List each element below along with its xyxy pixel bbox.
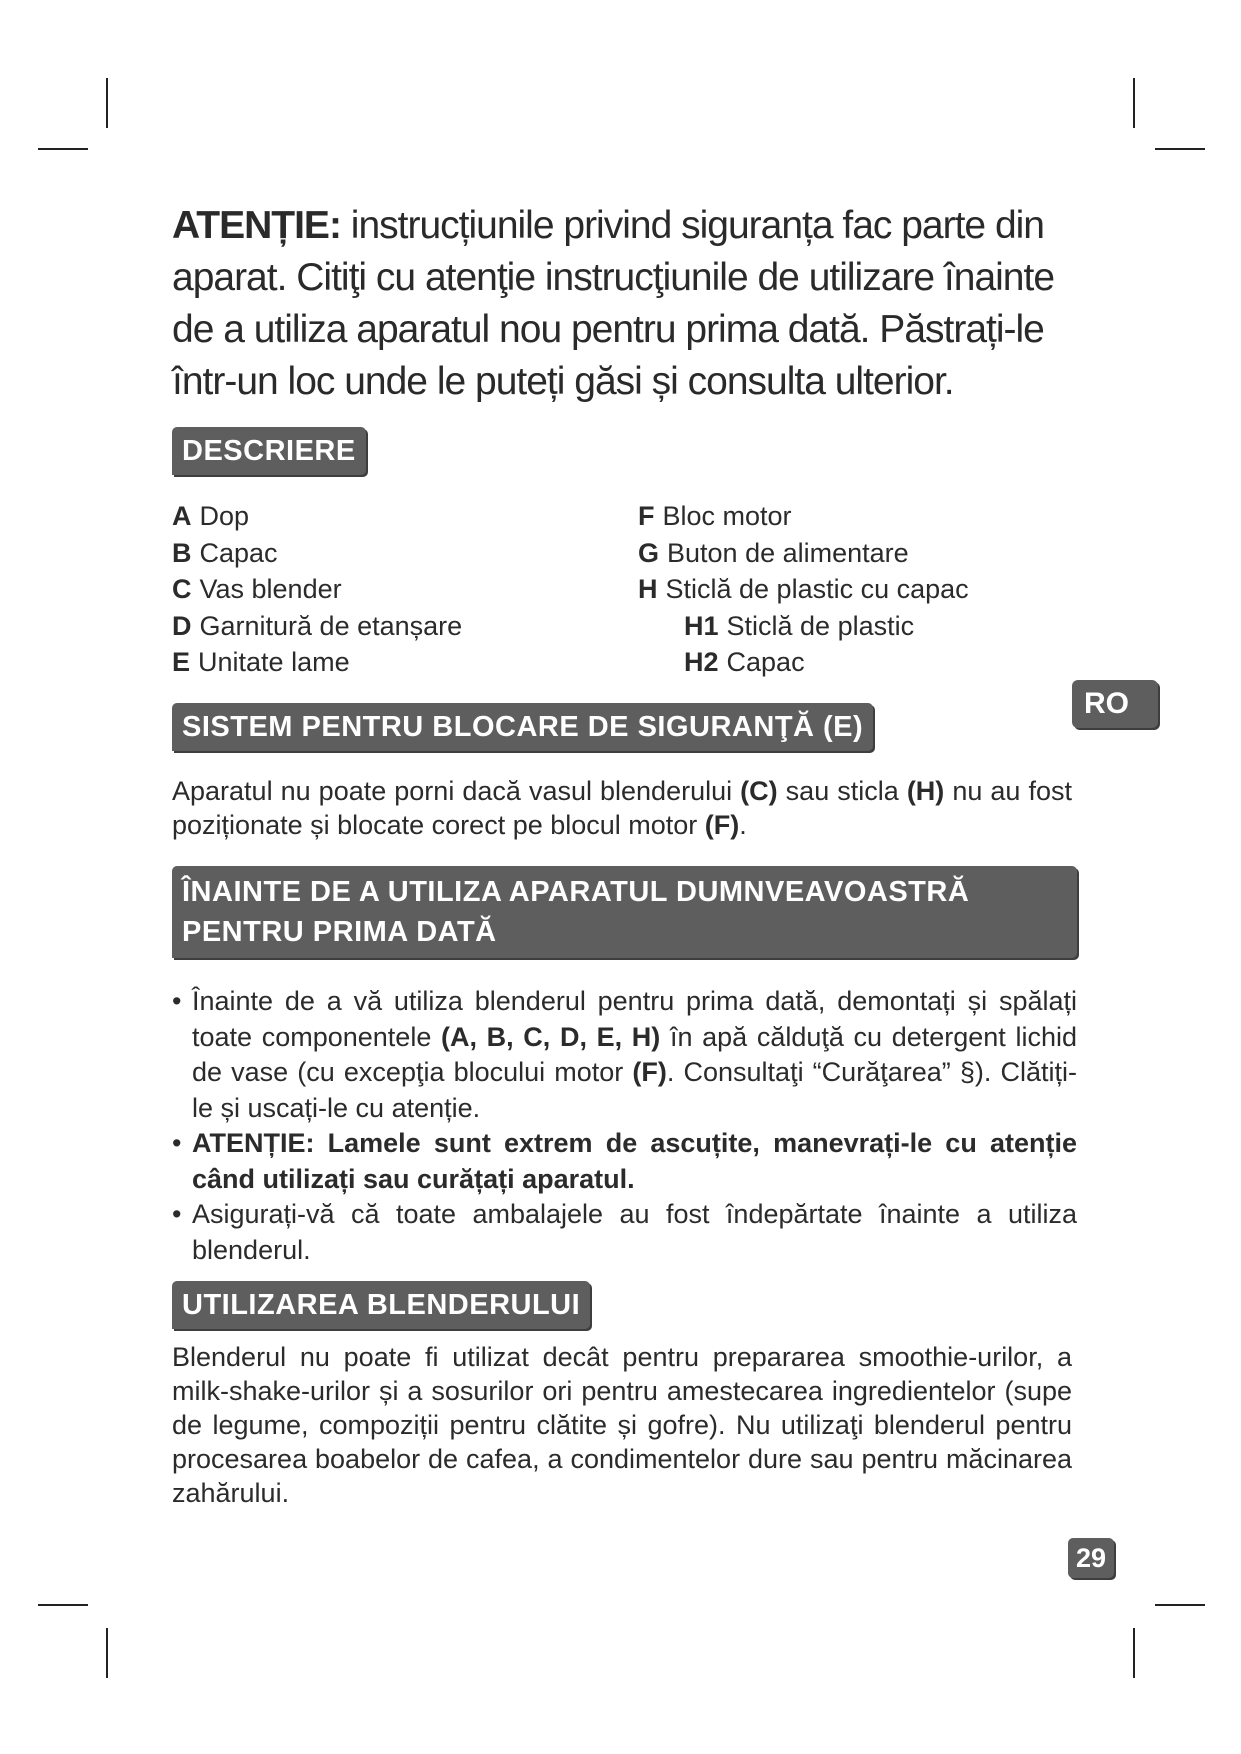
list-item: F Bloc motor <box>638 501 792 531</box>
bullet-icon: • <box>172 1128 182 1158</box>
list-item: D Garnitură de etanșare <box>172 610 463 641</box>
crop-mark <box>38 148 88 150</box>
list-item: H1 Sticlă de plastic <box>684 610 915 641</box>
first-use-heading <box>172 866 1077 958</box>
crop-mark <box>106 1628 108 1678</box>
description-list-left <box>172 498 462 681</box>
first-use-heading-line1: ÎNAINTE DE A UTILIZA APARATUL DUMNVEAVOASTRĂ <box>182 876 970 908</box>
crop-mark <box>1133 78 1135 128</box>
safety-lock-text: Aparatul nu poate porni dacă vasul blenderului (C) sau sticla (H) nu au fost poziționate și blocate corect pe blocul motor (F). <box>172 776 1072 840</box>
list-item: H2 Capac <box>684 647 805 677</box>
usage-text: Blenderul nu poate fi utilizat decât pentru prepararea smoothie-urilor, a milk-shake-urilor și a sosurilor ori pentru amestecarea ingredientelor (supe de legume, compoziții pentru clătite și gofre). Nu utilizaţi blenderul pentru procesarea boabelor de cafea, a condimentelor dure sau pentru măcinarea zahărului. <box>172 1342 1072 1508</box>
list-item: • Asigurați-vă că toate ambalajele au fost îndepărtate înainte a utiliza blenderul. <box>172 1199 1077 1265</box>
description-heading: DESCRIERE <box>172 427 366 475</box>
bullet-icon: • <box>172 1199 182 1229</box>
bullet-icon: • <box>172 986 182 1016</box>
description-list-right <box>638 498 969 681</box>
crop-mark <box>1155 1604 1205 1606</box>
intro-label: ATENȚIE: <box>172 204 341 247</box>
list-item: G Buton de alimentare <box>638 537 909 568</box>
safety-lock-heading: SISTEM PENTRU BLOCARE DE SIGURANŢĂ (E) <box>172 703 873 751</box>
language-tab: RO <box>1072 680 1158 728</box>
page-number: 29 <box>1068 1538 1114 1578</box>
intro-text: instrucțiunile privind siguranța fac parte din aparat. Citiţi cu atenţie instrucţiunile de utilizare înainte de a utiliza aparatul nou pentru prima dată. Păstrați-le într-un loc unde le puteți găsi și consulta ulterior. <box>172 204 1055 403</box>
first-use-heading-line2: PENTRU PRIMA DATĂ <box>182 916 497 948</box>
intro-warning <box>172 200 1082 408</box>
crop-mark <box>1155 148 1205 150</box>
list-item: A Dop <box>172 501 250 531</box>
list-item: • ATENȚIE: Lamele sunt extrem de ascuțite, manevrați-le cu atenție când utilizați sau curățați aparatul. <box>172 1128 1077 1194</box>
crop-mark <box>38 1604 88 1606</box>
first-use-bullets <box>172 984 1077 1268</box>
crop-mark <box>106 78 108 128</box>
list-item: E Unitate lame <box>172 647 350 677</box>
usage-heading: UTILIZAREA BLENDERULUI <box>172 1281 590 1329</box>
list-item: C Vas blender <box>172 574 342 604</box>
crop-mark <box>1133 1628 1135 1678</box>
list-item: H Sticlă de plastic cu capac <box>638 574 969 604</box>
list-item: • Înainte de a vă utiliza blenderul pentru prima dată, demontați și spălați toate componentele (A, B, C, D, E, H) în apă călduţă cu detergent lichid de vase (cu excepţia blocului motor (F). Consultaţi “Curăţarea” §). Clătiți-le și uscați-le cu atenție. <box>172 986 1077 1123</box>
list-item: B Capac <box>172 537 278 568</box>
